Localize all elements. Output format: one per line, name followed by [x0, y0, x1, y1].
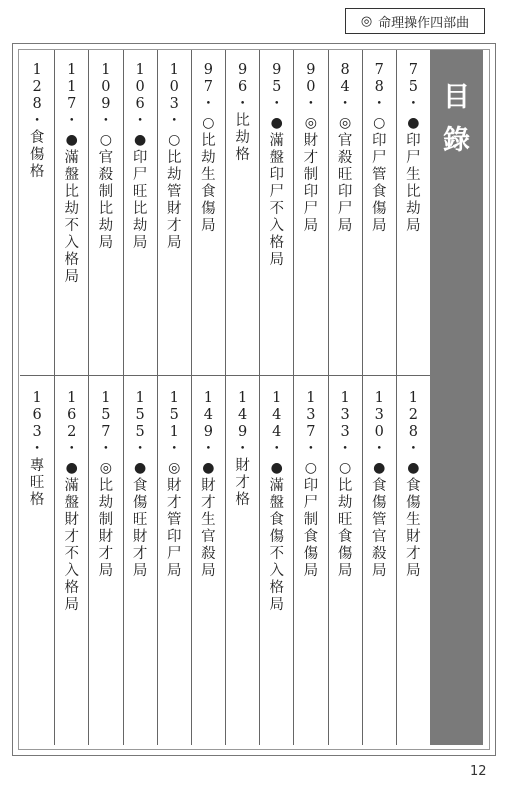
toc-entry-mark-icon: ○ — [304, 460, 318, 476]
toc-entry[interactable] — [55, 390, 88, 614]
toc-entry-mark-icon: ◎ — [168, 460, 181, 476]
toc-entry-title-char: 滿 — [269, 133, 284, 149]
toc-entry-page-digit: 7 — [306, 424, 316, 440]
toc-entry-title-char: 不 — [269, 546, 284, 562]
toc-entry-title-char: 劫 — [64, 201, 79, 217]
toc-entry-title-char: 傷 — [337, 546, 353, 562]
toc-entry-title-char: 官 — [98, 150, 114, 166]
toc-entry-page-digit: 1 — [203, 390, 214, 406]
toc-entry-page-digit: 0 — [306, 79, 316, 95]
toc-entry-page-digit: 1 — [169, 390, 179, 406]
toc-entry-title-char: 食 — [371, 478, 387, 494]
toc-entry-page-digit: 3 — [169, 96, 179, 112]
book-title-tag — [345, 8, 485, 34]
toc-entry[interactable] — [158, 62, 191, 252]
toc-entry-page-digit: 1 — [169, 424, 179, 440]
toc-entry-page-digit: 3 — [374, 407, 384, 423]
toc-entry-page-digit: 1 — [340, 390, 350, 406]
toc-entry-title-char: 比 — [98, 201, 114, 217]
toc-entry-title-char: 局 — [269, 252, 284, 268]
toc-entry-title-char: 局 — [303, 218, 319, 234]
toc-entry-title-char: 印 — [166, 529, 182, 545]
toc-entry-title-char: 劫 — [406, 201, 421, 217]
toc-entry-title-char: 殺 — [371, 546, 387, 562]
toc-entry-page-digit: 1 — [237, 390, 248, 406]
toc-entry-title-char: 盤 — [64, 167, 79, 183]
toc-entry-page-digit: 4 — [340, 79, 350, 95]
toc-entry[interactable] — [397, 62, 430, 235]
toc-entry-title-char: 財 — [235, 458, 250, 474]
toc-entry-separator: ・ — [303, 441, 319, 457]
toc-entry-title-char: 財 — [406, 529, 421, 545]
toc-entry-mark-icon: ● — [407, 460, 420, 476]
toc-entry-title-char: 財 — [201, 478, 216, 494]
toc-entry-title-char: 局 — [201, 218, 216, 234]
toc-entry-title-char: 格 — [269, 235, 284, 251]
toc-entry-title-char: 才 — [303, 150, 319, 166]
toc-entry-title-char: 傷 — [29, 147, 45, 163]
toc-entry-title-char: 比 — [406, 184, 421, 200]
toc-entry-page-digit: 8 — [408, 424, 419, 440]
toc-entry-page-digit: 9 — [101, 96, 111, 112]
toc-entry-separator: ・ — [371, 441, 387, 457]
toc-entry-title-char: 印 — [337, 184, 353, 200]
toc-column — [362, 50, 396, 745]
toc-entry-title-char: 旺 — [132, 184, 148, 200]
toc-entry-title-char: 局 — [64, 597, 79, 613]
toc-entry-title-char: 殺 — [201, 546, 216, 562]
toc-entry-title-char: 不 — [64, 546, 79, 562]
toc-entry-title-char: 入 — [64, 235, 79, 251]
toc-entry-title-char: 食 — [337, 529, 353, 545]
toc-entry-title-char: 財 — [98, 529, 114, 545]
toc-entry-page-digit: 0 — [135, 79, 145, 95]
toc-entry-page-digit: 7 — [374, 62, 384, 78]
toc-entry-title-char: 旺 — [337, 512, 353, 528]
toc-entry-title-char: 食 — [269, 512, 284, 528]
toc-entry-title-char: 入 — [269, 563, 284, 579]
toc-entry-title-char: 局 — [166, 235, 182, 251]
toc-entry[interactable] — [124, 390, 157, 580]
toc-entry-title-char: 印 — [132, 150, 148, 166]
toc-entry[interactable] — [294, 390, 327, 580]
toc-entry-separator: ・ — [201, 441, 216, 457]
toc-entry-page-digit: 7 — [101, 424, 111, 440]
toc-column — [293, 50, 327, 745]
toc-entry-title-char: 滿 — [64, 478, 79, 494]
toc-entry-page-digit: 1 — [306, 390, 316, 406]
toc-column — [123, 50, 157, 745]
toc-entry-separator: ・ — [64, 441, 79, 457]
toc-entry-separator: ・ — [132, 113, 148, 129]
toc-entry-page-digit: 7 — [408, 62, 419, 78]
toc-entry-title-char: 財 — [166, 201, 182, 217]
toc-entry-title-char: 印 — [303, 184, 319, 200]
toc-entry-title-char: 比 — [98, 478, 114, 494]
toc-entry-title-char: 尸 — [166, 546, 182, 562]
toc-entry-title-char: 生 — [201, 167, 216, 183]
toc-entry-page-digit: 1 — [169, 62, 179, 78]
toc-entry[interactable] — [329, 62, 362, 235]
toc-entry-title-char: 劫 — [235, 130, 250, 146]
toc-entry-page-digit: 9 — [306, 62, 316, 78]
toc-entry-page-digit: 9 — [203, 424, 214, 440]
toc-entry-title-char: 旺 — [337, 167, 353, 183]
toc-entry-page-digit: 1 — [135, 390, 145, 406]
toc-entry[interactable] — [158, 390, 191, 580]
toc-entry-page-digit: 3 — [32, 424, 42, 440]
toc-entry-separator: ・ — [29, 441, 45, 457]
toc-entry-title-char: 盤 — [269, 150, 284, 166]
toc-entry-title-char: 尸 — [303, 495, 319, 511]
toc-entry-title-char: 不 — [269, 201, 284, 217]
toc-entry-page-digit: 3 — [340, 424, 350, 440]
toc-entry-page-digit: 2 — [408, 407, 419, 423]
toc-entry-separator: ・ — [132, 441, 148, 457]
toc-entry-separator: ・ — [406, 96, 421, 112]
toc-entry-title-char: 格 — [64, 252, 79, 268]
toc-entry-title-char: 制 — [98, 184, 114, 200]
toc-entry-title-char: 尸 — [269, 184, 284, 200]
toc-entry-title-char: 管 — [371, 167, 387, 183]
toc-entry-title-char: 才 — [64, 529, 79, 545]
toc-entry[interactable] — [329, 390, 362, 580]
toc-entry-title-char: 食 — [406, 478, 421, 494]
toc-entry-page-digit: 4 — [237, 407, 248, 423]
toc-entry-title-char: 劫 — [166, 167, 182, 183]
toc-entry-title-char: 局 — [132, 563, 148, 579]
contents-title-char: 錄 — [443, 125, 470, 156]
toc-entry-separator: ・ — [371, 96, 387, 112]
toc-entry-title-char: 格 — [269, 580, 284, 596]
toc-entry-title-char: 專 — [29, 458, 45, 474]
toc-column — [396, 50, 430, 745]
toc-entry-separator: ・ — [337, 96, 353, 112]
toc-entry-title-char: 滿 — [64, 150, 79, 166]
toc-entry-mark-icon: ● — [270, 115, 283, 131]
toc-entry-title-char: 比 — [235, 113, 250, 129]
toc-entry-title-char: 傷 — [406, 495, 421, 511]
toc-entry-page-digit: 5 — [169, 407, 179, 423]
toc-entry-page-digit: 5 — [135, 424, 145, 440]
toc-entry-title-char: 局 — [371, 563, 387, 579]
toc-entry-title-char: 食 — [201, 184, 216, 200]
toc-entry-title-char: 局 — [337, 563, 353, 579]
toc-entry-title-char: 劫 — [98, 218, 114, 234]
toc-entry-title-char: 印 — [406, 133, 421, 149]
toc-entry-page-digit: 6 — [135, 96, 145, 112]
toc-entry[interactable] — [226, 390, 259, 509]
toc-entry-title-char: 局 — [337, 218, 353, 234]
toc-entry-separator: ・ — [303, 96, 319, 112]
toc-entry-page-digit: 9 — [237, 62, 248, 78]
toc-entry-title-char: 印 — [303, 478, 319, 494]
toc-entry-mark-icon: ○ — [338, 460, 352, 476]
toc-entry-page-digit: 4 — [272, 407, 282, 423]
toc-entry-title-char: 管 — [166, 184, 182, 200]
toc-entry[interactable] — [226, 62, 259, 164]
toc-entry-title-char: 才 — [166, 495, 182, 511]
toc-entry-page-digit: 1 — [374, 390, 384, 406]
toc-entry-mark-icon: ● — [133, 460, 147, 476]
toc-entry-title-char: 尸 — [406, 150, 421, 166]
toc-entry-page-digit: 9 — [272, 62, 282, 78]
toc-column — [328, 50, 362, 745]
toc-entry-page-digit: 1 — [101, 390, 111, 406]
toc-entry-title-char: 財 — [166, 478, 182, 494]
toc-column — [54, 50, 88, 745]
toc-entry-mark-icon: ○ — [168, 132, 181, 148]
toc-entry[interactable] — [363, 62, 396, 235]
toc-entry-mark-icon: ● — [407, 115, 420, 131]
toc-entry-title-char: 入 — [269, 218, 284, 234]
toc-entry-title-char: 管 — [371, 512, 387, 528]
toc-entry-title-char: 局 — [303, 563, 319, 579]
toc-entry-title-char: 尸 — [371, 150, 387, 166]
toc-entry-page-digit: 6 — [32, 407, 42, 423]
toc-entry-title-char: 官 — [371, 529, 387, 545]
toc-entry-title-char: 生 — [406, 167, 421, 183]
toc-entry-page-digit: 1 — [272, 390, 282, 406]
toc-column — [225, 50, 259, 745]
toc-entry-title-char: 食 — [371, 184, 387, 200]
toc-entry-page-digit: 3 — [306, 407, 316, 423]
toc-entry-title-char: 尸 — [337, 201, 353, 217]
toc-entry-page-digit: 1 — [135, 62, 145, 78]
toc-entry[interactable] — [260, 390, 293, 614]
toc-entry[interactable] — [20, 390, 54, 509]
toc-entry-title-char: 財 — [132, 529, 148, 545]
toc-entry[interactable] — [260, 62, 293, 269]
toc-entry-separator: ・ — [269, 96, 284, 112]
toc-entry-mark-icon: ● — [373, 460, 386, 476]
toc-entry-title-char: 傷 — [201, 201, 216, 217]
toc-entry-title-char: 劫 — [132, 218, 148, 234]
toc-entry-title-char: 才 — [406, 546, 421, 562]
toc-entry[interactable] — [294, 62, 327, 235]
toc-entry-page-digit: 1 — [408, 390, 419, 406]
toc-entry-separator: ・ — [269, 441, 284, 457]
toc-entry[interactable] — [363, 390, 396, 580]
toc-entry-title-char: 盤 — [269, 495, 284, 511]
toc-entry-page-digit: 5 — [135, 407, 145, 423]
toc-entry-title-char: 官 — [201, 529, 216, 545]
toc-entry-title-char: 才 — [235, 475, 250, 491]
toc-entry-title-char: 滿 — [269, 478, 284, 494]
toc-entry-page-digit: 6 — [67, 407, 77, 423]
toc-entry-title-char: 管 — [166, 512, 182, 528]
toc-entry-title-char: 生 — [201, 512, 216, 528]
toc-entry[interactable] — [192, 62, 225, 235]
toc-entry-page-digit: 1 — [67, 79, 77, 95]
toc-entry-title-char: 官 — [337, 133, 353, 149]
toc-entry-title-char: 才 — [132, 546, 148, 562]
double-circle-icon: ◎ — [360, 13, 373, 29]
toc-entry-mark-icon: ● — [65, 132, 78, 148]
toc-entry-title-char: 局 — [98, 563, 114, 579]
toc-entry-title-char: 財 — [303, 133, 319, 149]
toc-entry-title-char: 殺 — [98, 167, 114, 183]
toc-entry-mark-icon: ● — [202, 460, 215, 476]
toc-entry-page-digit: 5 — [272, 79, 282, 95]
toc-entry-title-char: 比 — [337, 478, 353, 494]
toc-entry-mark-icon: ○ — [373, 115, 386, 131]
toc-entry-mark-icon: ● — [65, 460, 78, 476]
book-title: 命理操作四部曲 — [378, 15, 470, 31]
toc-entry-page-digit: 8 — [340, 62, 350, 78]
toc-entry-page-digit: 8 — [374, 79, 384, 95]
toc-entry[interactable] — [124, 62, 157, 252]
toc-entry-title-char: 才 — [166, 218, 182, 234]
toc-entry-separator: ・ — [201, 96, 216, 112]
toc-entry-title-char: 財 — [64, 512, 79, 528]
toc-column — [20, 50, 54, 745]
toc-entry-page-digit: 4 — [203, 407, 214, 423]
toc-entry-mark-icon: ● — [133, 132, 147, 148]
toc-entry-title-char: 局 — [269, 597, 284, 613]
toc-entry-page-digit: 2 — [67, 424, 77, 440]
toc-entry-title-char: 格 — [235, 492, 250, 508]
toc-entry-separator: ・ — [235, 441, 250, 457]
toc-entry-title-char: 才 — [98, 546, 114, 562]
toc-entry-title-char: 局 — [98, 235, 114, 251]
toc-entry-separator: ・ — [166, 113, 182, 129]
toc-entry-page-digit: 0 — [374, 424, 384, 440]
toc-entry-title-char: 生 — [406, 512, 421, 528]
toc-column — [88, 50, 122, 745]
toc-entry-title-char: 比 — [64, 184, 79, 200]
toc-entry-page-digit: 5 — [408, 79, 419, 95]
contents-title-char: 目 — [443, 82, 470, 113]
toc-entry-page-digit: 4 — [272, 424, 282, 440]
toc-entry[interactable] — [89, 390, 122, 580]
toc-entry[interactable] — [397, 390, 430, 580]
toc-entry-page-digit: 1 — [101, 62, 111, 78]
toc-entry-page-digit: 1 — [32, 390, 42, 406]
table-of-contents — [20, 50, 430, 745]
toc-entry-title-char: 局 — [371, 218, 387, 234]
toc-entry-title-char: 格 — [235, 147, 250, 163]
toc-entry-title-char: 傷 — [303, 546, 319, 562]
toc-entry-page-digit: 9 — [203, 62, 214, 78]
toc-entry-title-char: 制 — [303, 167, 319, 183]
toc-entry-title-char: 印 — [371, 133, 387, 149]
toc-entry-title-char: 入 — [64, 563, 79, 579]
toc-entry[interactable] — [192, 390, 225, 580]
toc-entry-title-char: 格 — [29, 164, 45, 180]
toc-entry-separator: ・ — [166, 441, 182, 457]
toc-entry-page-digit: 8 — [32, 96, 42, 112]
toc-entry-page-digit: 1 — [67, 390, 77, 406]
toc-column — [191, 50, 225, 745]
toc-entry-page-digit: 2 — [32, 79, 42, 95]
toc-entry-mark-icon: ◎ — [99, 460, 113, 476]
contents-title-band — [430, 50, 483, 745]
toc-entry-title-char: 傷 — [269, 529, 284, 545]
toc-entry-title-char: 不 — [64, 218, 79, 234]
toc-entry[interactable] — [20, 62, 54, 181]
toc-column — [157, 50, 191, 745]
toc-entry-page-digit: 6 — [237, 79, 248, 95]
toc-entry-mark-icon: ○ — [202, 115, 215, 131]
toc-entry-title-char: 旺 — [29, 475, 45, 491]
toc-entry[interactable] — [55, 62, 88, 286]
toc-entry-title-char: 印 — [269, 167, 284, 183]
toc-entry-title-char: 傷 — [371, 495, 387, 511]
toc-entry-separator: ・ — [29, 113, 45, 129]
toc-entry-separator: ・ — [235, 96, 250, 112]
toc-entry-title-char: 制 — [303, 512, 319, 528]
toc-entry-title-char: 格 — [29, 492, 45, 508]
toc-entry-page-digit: 3 — [340, 407, 350, 423]
toc-entry[interactable] — [89, 62, 122, 252]
toc-entry-title-char: 局 — [64, 269, 79, 285]
toc-entry-separator: ・ — [406, 441, 421, 457]
toc-entry-page-digit: 0 — [169, 79, 179, 95]
toc-entry-title-char: 劫 — [201, 150, 216, 166]
toc-entry-title-char: 比 — [132, 201, 148, 217]
toc-entry-title-char: 旺 — [132, 512, 148, 528]
toc-entry-page-digit: 7 — [203, 79, 214, 95]
toc-column — [259, 50, 293, 745]
toc-entry-page-digit: 1 — [32, 62, 42, 78]
toc-entry-page-digit: 7 — [67, 96, 77, 112]
toc-entry-title-char: 制 — [98, 512, 114, 528]
toc-entry-title-char: 局 — [201, 563, 216, 579]
toc-entry-title-char: 尸 — [132, 167, 148, 183]
toc-entry-page-digit: 0 — [101, 79, 111, 95]
toc-entry-title-char: 食 — [29, 130, 45, 146]
toc-entry-title-char: 格 — [64, 580, 79, 596]
toc-entry-separator: ・ — [337, 441, 353, 457]
toc-entry-title-char: 局 — [406, 218, 421, 234]
toc-entry-title-char: 局 — [132, 235, 148, 251]
toc-entry-title-char: 食 — [303, 529, 319, 545]
toc-entry-title-char: 比 — [201, 133, 216, 149]
toc-entry-mark-icon: ○ — [99, 132, 113, 148]
toc-entry-title-char: 尸 — [303, 201, 319, 217]
toc-entry-mark-icon: ● — [270, 460, 283, 476]
toc-entry-title-char: 傷 — [371, 201, 387, 217]
toc-entry-page-digit: 5 — [101, 407, 111, 423]
toc-entry-title-char: 劫 — [337, 495, 353, 511]
toc-entry-title-char: 劫 — [98, 495, 114, 511]
toc-entry-mark-icon: ◎ — [304, 115, 318, 131]
toc-entry-title-char: 才 — [201, 495, 216, 511]
toc-entry-page-digit: 9 — [237, 424, 248, 440]
toc-entry-separator: ・ — [64, 113, 79, 129]
toc-entry-title-char: 局 — [166, 563, 182, 579]
page-number: 12 — [470, 764, 487, 779]
toc-entry-title-char: 比 — [166, 150, 182, 166]
toc-entry-title-char: 局 — [406, 563, 421, 579]
toc-entry-mark-icon: ◎ — [338, 115, 352, 131]
toc-entry-title-char: 殺 — [337, 150, 353, 166]
toc-entry-title-char: 食 — [132, 478, 148, 494]
toc-entry-title-char: 傷 — [132, 495, 148, 511]
toc-entry-separator: ・ — [98, 441, 114, 457]
toc-entry-page-digit: 1 — [67, 62, 77, 78]
toc-entry-separator: ・ — [98, 113, 114, 129]
toc-entry-title-char: 盤 — [64, 495, 79, 511]
